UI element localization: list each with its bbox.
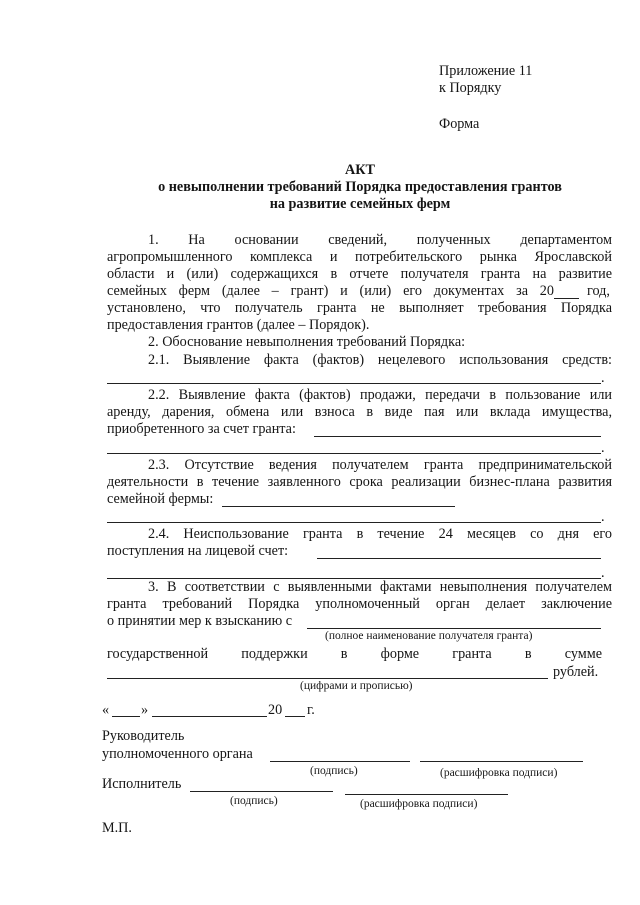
p23-blank-1	[222, 506, 455, 507]
year-prefix: 20	[268, 702, 283, 718]
day-blank	[112, 716, 140, 717]
p24-line2: поступления на лицевой счет:	[107, 543, 289, 559]
act-subtitle-line1: о невыполнении требований Порядка предоставления грантов	[158, 179, 562, 195]
p24-line1: 2.4. Неиспользование гранта в течение 24 месяцев со дня его	[148, 526, 612, 542]
p22-blank-1	[314, 436, 601, 437]
section3-line4: государственной поддержки в форме гранта в сумме	[107, 646, 602, 662]
head-decode-blank	[420, 761, 583, 762]
head-signature-blank	[270, 761, 410, 762]
recipient-blank	[307, 628, 601, 629]
date-open-quote: «	[102, 702, 110, 718]
executor-label: Исполнитель	[102, 776, 182, 792]
section1-line2: агропромышленного комплекса и потребительского рынка Ярославской	[107, 249, 612, 265]
month-blank	[152, 716, 267, 717]
section1-line3: области и (или) содержащихся в отчете получателя гранта на развитие	[107, 266, 612, 282]
p24-blank-1	[317, 558, 601, 559]
head-title-line1: Руководитель	[102, 728, 185, 744]
section1-line5: установлено, что получатель гранта не выполняет требования Порядка	[107, 300, 612, 316]
p22-line3: приобретенного за счет гранта:	[107, 421, 296, 437]
section3-line1: 3. В соответствии с выявленными фактами невыполнения получателем	[148, 579, 612, 595]
section1-line4: семейных ферм (далее – грант) и (или) его документах за 20	[107, 283, 554, 299]
date-year-blank	[285, 716, 305, 717]
p23-line1: 2.3. Отсутствие ведения получателем гранта предпринимательской	[148, 457, 612, 473]
head-title-line2: уполномоченного органа	[102, 746, 253, 762]
section1-line1: 1. На основании сведений, полученных департаментом	[148, 232, 612, 248]
section2-heading: 2. Обоснование невыполнения требований Порядка:	[148, 334, 466, 350]
section1-line6: предоставления грантов (далее – Порядок).	[107, 317, 370, 333]
p22-line1: 2.2. Выявление факта (фактов) продажи, передачи в пользование или	[148, 387, 612, 403]
section3-line3: о принятии мер к взысканию с	[107, 613, 293, 629]
date-close-quote: »	[141, 702, 149, 718]
act-subtitle-line2: на развитие семейных ферм	[269, 196, 451, 212]
section1-year-word: год,	[587, 283, 610, 299]
executor-decode-caption: (расшифровка подписи)	[360, 798, 478, 810]
amount-caption: (цифрами и прописью)	[300, 680, 413, 692]
section3-line2: гранта требований Порядка уполномоченный орган делает заключение	[107, 596, 612, 612]
p21-period: .	[601, 370, 605, 386]
head-sign-caption: (подпись)	[310, 765, 358, 777]
rubles-label: рублей.	[553, 664, 599, 680]
executor-decode-blank	[345, 794, 508, 795]
p23-line3: семейной фермы:	[107, 491, 214, 507]
p22-line2: аренду, дарения, обмена или взноса в виде пая или вклада имущества,	[107, 404, 612, 420]
year-blank	[554, 298, 579, 299]
stamp-label: М.П.	[102, 820, 132, 836]
p24-period: .	[601, 565, 605, 581]
form-label: Форма	[439, 116, 480, 132]
head-decode-caption: (расшифровка подписи)	[440, 767, 558, 779]
recipient-caption: (полное наименование получателя гранта)	[325, 630, 533, 642]
p21-text: 2.1. Выявление факта (фактов) нецелевого использования средств:	[148, 352, 612, 368]
p23-period: .	[601, 509, 605, 525]
executor-sign-caption: (подпись)	[230, 795, 278, 807]
p23-line2: деятельности в течение заявленного срока реализации бизнес-плана развития	[107, 474, 612, 490]
p22-blank-2	[107, 453, 601, 454]
act-title: АКТ	[345, 162, 375, 178]
p23-blank-2	[107, 522, 601, 523]
to-order-label: к Порядку	[439, 80, 502, 96]
executor-signature-blank	[190, 791, 333, 792]
year-suffix: г.	[307, 702, 315, 718]
p21-blank	[107, 383, 601, 384]
p22-period: .	[601, 440, 605, 456]
amount-blank	[107, 678, 548, 679]
appendix-label: Приложение 11	[439, 63, 533, 79]
